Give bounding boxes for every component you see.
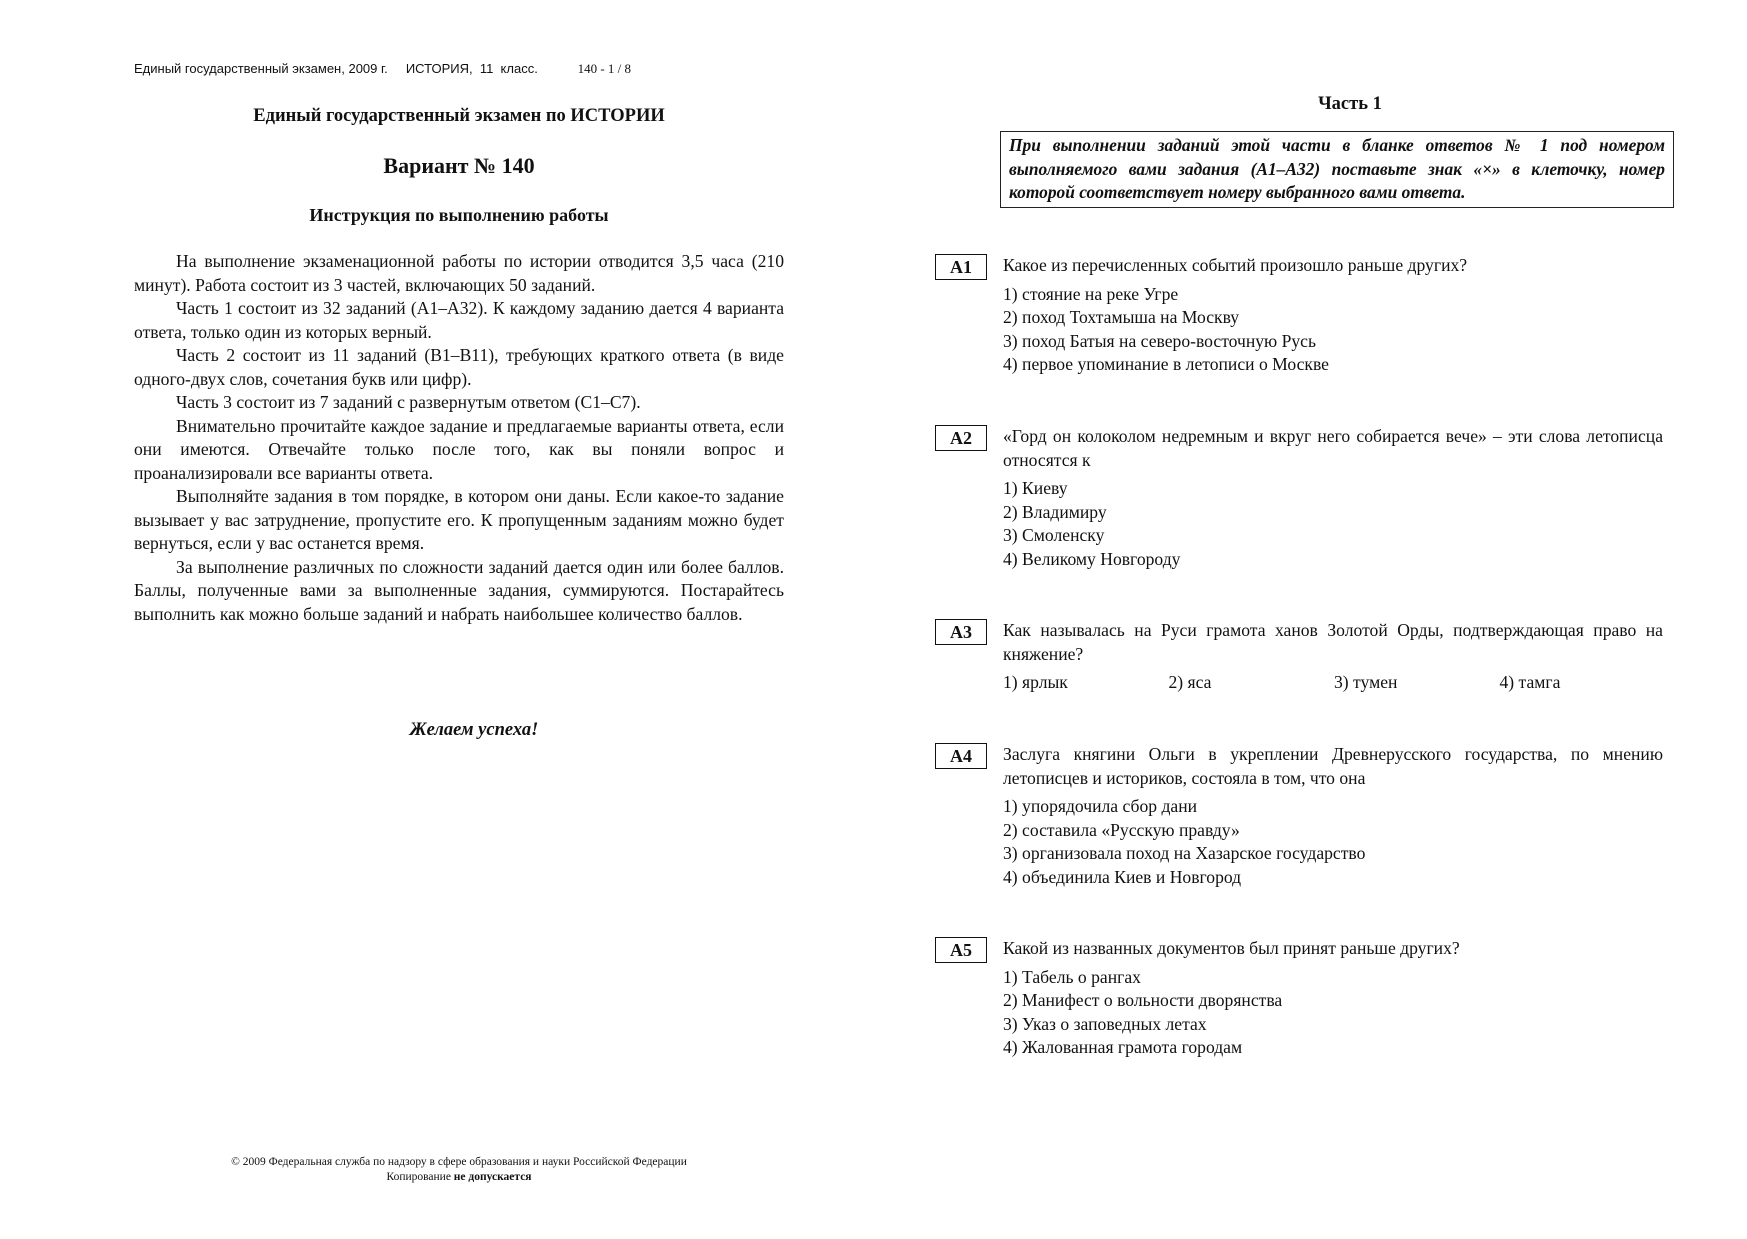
question-a2: [935, 425, 1665, 571]
instructions-text: [134, 250, 784, 626]
instructions-paragraph: На выполнение экзаменационной работы по истории отводится 3,5 часа (210 минут). Работа состоит из 3 частей, включающих 50 заданий.: [134, 251, 784, 295]
instructions-paragraph: Часть 1 состоит из 32 заданий (А1–А32). К каждому заданию дается 4 варианта ответа, только один из которых верный.: [134, 298, 784, 342]
answer-option: 1) ярлык: [1003, 672, 1068, 692]
answer-option: 3) Смоленску: [1003, 525, 1105, 546]
header-subject: ИСТОРИЯ, 11 класс.: [405, 61, 538, 76]
instructions-paragraph: Выполняйте задания в том порядке, в котором они даны. Если какое-то задание вызывает у вас затруднение, пропустите его. К пропущенным заданиям можно будет вернуться, если у вас останется время.: [134, 486, 784, 553]
answer-option: 4) Жалованная грамота городам: [1003, 1037, 1243, 1058]
copying-notice: [134, 1170, 784, 1185]
instructions-paragraph: Внимательно прочитайте каждое задание и предлагаемые варианты ответа, если они имеются. Отвечайте только после того, как вы поняли вопрос и проанализировали все варианты ответа.: [134, 415, 784, 483]
answer-option: 2) яса: [1168, 672, 1212, 692]
variant-title: Вариант № 140: [383, 153, 535, 178]
question-number: А5: [935, 937, 987, 963]
instructions-paragraph: Часть 2 состоит из 11 заданий (В1–В11), требующих краткого ответа (в виде одного-двух слов, сочетания букв или цифр).: [134, 345, 784, 389]
question-a3: [935, 619, 1665, 695]
question-number: А2: [935, 425, 987, 451]
instructions-paragraph: Часть 3 состоит из 7 заданий с развернутым ответом (С1–С7).: [176, 392, 641, 412]
page-header: [134, 61, 631, 77]
answer-option: 2) составила «Русскую правду»: [1003, 819, 1240, 840]
header-exam: Единый государственный экзамен, 2009 г.: [134, 61, 388, 76]
answer-option: 3) тумен: [1334, 672, 1398, 692]
copying-forbidden: не допускается: [453, 1171, 532, 1183]
answer-option: 2) поход Тохтамыша на Москву: [1003, 307, 1240, 328]
instructions-title: Инструкция по выполнению работы: [309, 205, 609, 225]
question-number: А4: [935, 743, 987, 769]
question-a5: [935, 937, 1665, 1060]
question-a1: [935, 254, 1665, 377]
instruction-box: При выполнении заданий этой части в бланке ответов № 1 под номером выполняемого вами задания (А1–А32) поставьте знак «×» в клеточку, номер которой соответствует номеру выбранного вами ответа.: [1000, 131, 1674, 208]
answer-option: 3) организовала поход на Хазарское государство: [1003, 843, 1366, 864]
part-title: Часть 1: [1318, 94, 1382, 114]
answer-options: [1003, 477, 1665, 571]
question-text: Как называлась на Руси грамота ханов Золотой Орды, подтверждающая право на княжение?: [1003, 620, 1663, 664]
answer-option: 4) Великому Новгороду: [1003, 548, 1181, 569]
answer-options: [1003, 966, 1665, 1060]
copying-prefix: Копирование: [386, 1171, 451, 1183]
question-a4: [935, 743, 1665, 889]
answer-options: [1003, 283, 1665, 377]
header-page-number: 140 - 1 / 8: [577, 61, 632, 76]
answer-option: 3) поход Батыя на северо-восточную Русь: [1003, 330, 1317, 351]
answer-option: 2) Владимиру: [1003, 501, 1107, 522]
instructions-paragraph: За выполнение различных по сложности заданий дается один или более баллов. Баллы, полученные вами за выполненные задания, суммируются. Постарайтесь выполнить как можно больше заданий и набрать наибольшее количество баллов.: [134, 556, 784, 624]
answer-option: 1) Киеву: [1003, 478, 1068, 498]
answer-option: 1) Табель о рангах: [1003, 966, 1141, 987]
question-text: Какой из названных документов был принят раньше других?: [1003, 938, 1460, 958]
answer-option: 2) Манифест о вольности дворянства: [1003, 990, 1283, 1011]
question-text: «Горд он колоколом недремным и вкруг него собирается вече» – эти слова летописца относятся к: [1003, 426, 1663, 470]
good-luck-wish: Желаем успеха!: [409, 720, 539, 740]
question-number: А1: [935, 254, 987, 280]
answer-option: 4) тамга: [1499, 672, 1561, 692]
question-number: А3: [935, 619, 987, 645]
answer-option: 3) Указ о заповедных летах: [1003, 1013, 1207, 1034]
answer-option: 1) упорядочила сбор дани: [1003, 796, 1198, 816]
exam-title: Единый государственный экзамен по ИСТОРИИ: [253, 106, 665, 126]
answer-option: 1) стояние на реке Угре: [1003, 283, 1179, 304]
answer-option: 4) первое упоминание в летописи о Москве: [1003, 354, 1329, 375]
answer-option: 4) объединила Киев и Новгород: [1003, 866, 1242, 887]
copyright-footer: [134, 1155, 784, 1185]
answer-options: [1003, 795, 1665, 889]
question-text: Какое из перечисленных событий произошло раньше других?: [1003, 255, 1468, 275]
copyright-line: © 2009 Федеральная служба по надзору в сфере образования и науки Российской Федерации: [231, 1156, 687, 1168]
question-text: Заслуга княгини Ольги в укреплении Древнерусского государства, по мнению летописцев и историков, состояла в том, что она: [1003, 744, 1663, 788]
answer-options: [1003, 671, 1665, 695]
